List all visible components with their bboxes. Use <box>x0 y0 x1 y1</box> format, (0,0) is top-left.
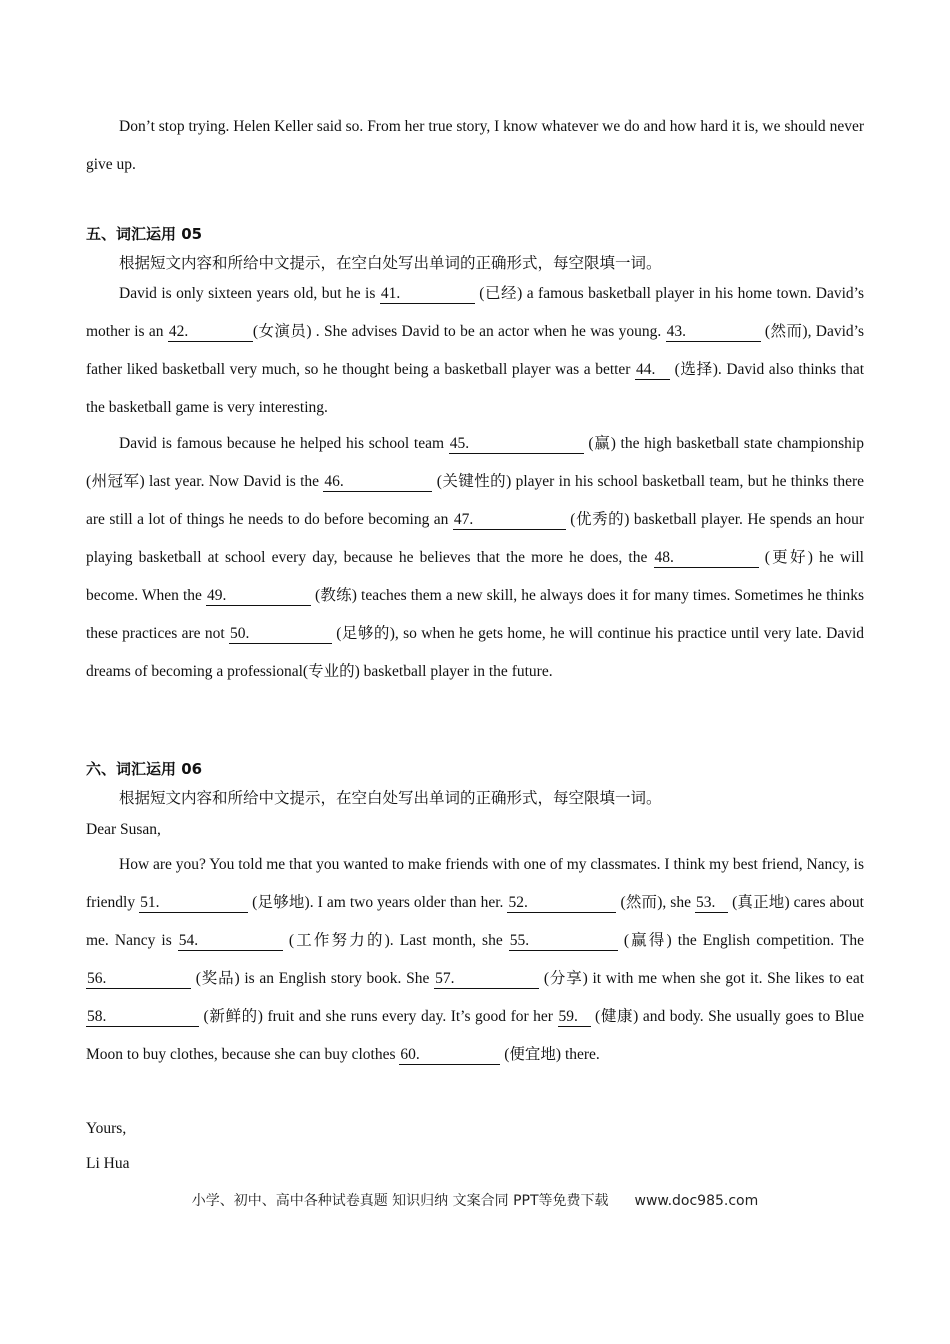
text-run: (更好) he will become. When the <box>86 549 864 604</box>
text-run: (然而), she <box>616 894 696 911</box>
text-run: (奖品) is an English story book. She <box>191 970 435 987</box>
text-run: (便宜地) there. <box>500 1046 600 1063</box>
text-run: (选择). David also thinks that the basketball game is very interesting. <box>86 361 865 416</box>
section5-heading: 五、词汇运用 05 <box>86 225 203 243</box>
text-run: (然而), David’s father liked basketball very much, so he thought being a basketball player was a better <box>86 323 865 378</box>
section6-instruction: 根据短文内容和所给中文提示，在空白处写出单词的正确形式，每空限填一词。 <box>119 790 662 807</box>
text-run: (工作努力的). Last month, she <box>282 932 509 949</box>
text-run: (足够地). I am two years older than her. <box>248 894 508 911</box>
text-run: How are you? You told me that you wanted to make friends with one of my classmates. I think my best friend, Nancy, is friendly <box>86 856 864 911</box>
letter-signature: Li Hua <box>86 1155 130 1172</box>
blank-60[interactable]: 60. <box>399 1046 500 1065</box>
text-run: (已经) a famous basketball player in his home town. David’s mother is an <box>86 285 864 340</box>
section5-paragraph-2 <box>86 425 864 691</box>
blank-53[interactable]: 53. <box>695 894 728 913</box>
blank-59[interactable]: 59. <box>558 1008 591 1027</box>
blank-56[interactable]: 56. <box>86 970 191 989</box>
blank-42[interactable]: 42. <box>168 323 253 342</box>
text-run: (健康) and body. She usually goes to Blue Moon to buy clothes, because she can buy clothes <box>86 1008 864 1063</box>
blank-44[interactable]: 44. <box>635 361 670 380</box>
footer-site-link[interactable]: www.doc985.com <box>634 1193 759 1209</box>
blank-54[interactable]: 54. <box>178 932 283 951</box>
blank-57[interactable]: 57. <box>434 970 539 989</box>
section5-paragraph-1 <box>86 275 864 427</box>
text-run: (教练) teaches them a new skill, he always does it for many times. Sometimes he thinks these practices are not <box>86 587 864 642</box>
blank-48[interactable]: 48. <box>654 549 759 568</box>
text-run: (关键性的) player in his school basketball team, but he thinks there are still a lot of things he needs to do before becoming an <box>86 473 864 528</box>
blank-46[interactable]: 46. <box>323 473 432 492</box>
text-run: (新鲜的) fruit and she runs every day. It’s good for her <box>199 1008 558 1025</box>
letter-body <box>86 846 864 1074</box>
text-run: (分享) it with me when she got it. She likes to eat <box>539 970 865 987</box>
letter-closing: Yours, <box>86 1120 127 1137</box>
text-run: David is famous because he helped his school team <box>119 435 449 452</box>
section6-heading: 六、词汇运用 06 <box>86 760 203 778</box>
blank-49[interactable]: 49. <box>206 587 311 606</box>
intro-paragraph: Don’t stop trying. Helen Keller said so. From her true story, I know whatever we do and how hard it is, we should never give up. <box>86 118 864 173</box>
text-run: (赢得) the English competition. The <box>617 932 864 949</box>
blank-58[interactable]: 58. <box>86 1008 199 1027</box>
text-run: (真正地) cares about me. Nancy is <box>86 894 864 949</box>
blank-47[interactable]: 47. <box>453 511 566 530</box>
text-run: (优秀的) basketball player. He spends an hour playing basketball at school every day, because he believes that the more he does, the <box>86 511 864 566</box>
blank-55[interactable]: 55. <box>509 932 618 951</box>
blank-45[interactable]: 45. <box>449 435 584 454</box>
section5-instruction: 根据短文内容和所给中文提示，在空白处写出单词的正确形式，每空限填一词。 <box>119 255 662 272</box>
letter-greeting: Dear Susan, <box>86 821 161 838</box>
text-run: (赢) the high basketball state championship (州冠军) last year. Now David is the <box>86 435 864 490</box>
blank-52[interactable]: 52. <box>507 894 616 913</box>
blank-50[interactable]: 50. <box>229 625 332 644</box>
text-run: David is only sixteen years old, but he is <box>119 285 380 302</box>
text-run: (足够的), so when he gets home, he will continue his practice until very late. David dreams of becoming a professional(专业的) basketball player in the future. <box>86 625 864 680</box>
text-run: (女演员) . She advises David to be an actor when he was young. <box>252 323 666 340</box>
blank-51[interactable]: 51. <box>139 894 248 913</box>
blank-41[interactable]: 41. <box>380 285 475 304</box>
blank-43[interactable]: 43. <box>666 323 761 342</box>
footer-text: 小学、初中、高中各种试卷真题 知识归纳 文案合同 PPT等免费下载 <box>191 1193 609 1209</box>
page-footer <box>0 1190 950 1210</box>
